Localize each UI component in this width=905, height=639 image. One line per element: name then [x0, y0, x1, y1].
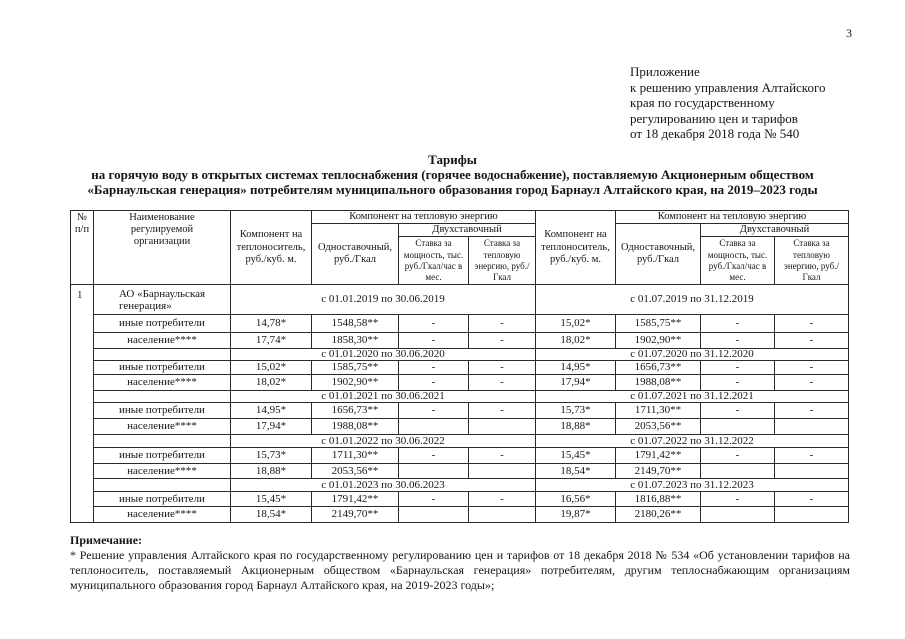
- table-body: [71, 285, 849, 523]
- period-label-h2: с 01.07.2021 по 31.12.2021: [536, 391, 849, 403]
- tariff-row: [71, 492, 849, 507]
- consumer-name: население****: [94, 507, 231, 523]
- carrier-value-h2: 15,45*: [536, 448, 616, 464]
- title-block: [0, 152, 905, 197]
- header-carrier-h1: Компонент на теплоноситель, руб./куб. м.: [231, 211, 312, 285]
- period-label-h1: с 01.01.2020 по 30.06.2020: [231, 349, 536, 361]
- carrier-value-h1: 18,02*: [231, 375, 312, 391]
- period-row: [71, 479, 849, 492]
- tariff-row: [71, 419, 849, 435]
- consumer-name: население****: [94, 464, 231, 479]
- period-label-h1: с 01.01.2022 по 30.06.2022: [231, 435, 536, 448]
- capacity-rate-value-h2: -: [701, 403, 775, 419]
- capacity-rate-value-h2: -: [701, 492, 775, 507]
- capacity-rate-value-h2: -: [701, 361, 775, 375]
- single-rate-value-h1: 1585,75**: [312, 361, 399, 375]
- capacity-rate-value-h1: -: [399, 375, 469, 391]
- period-label-h1: с 01.01.2019 по 30.06.2019: [231, 285, 536, 315]
- capacity-rate-value-h2: -: [701, 375, 775, 391]
- header-energy-h2: Компонент на тепловую энергию: [616, 211, 849, 224]
- energy-rate-value-h2: -: [775, 361, 849, 375]
- organization-cell: [94, 479, 231, 492]
- period-label-h2: с 01.07.2019 по 31.12.2019: [536, 285, 849, 315]
- capacity-rate-value-h1: -: [399, 448, 469, 464]
- carrier-value-h1: 14,95*: [231, 403, 312, 419]
- single-rate-value-h2: 1902,90**: [616, 333, 701, 349]
- tariff-row: [71, 507, 849, 523]
- header-organization-label: Наименование регулируемой организации: [129, 212, 195, 248]
- document-title: Тарифы: [428, 152, 477, 167]
- carrier-value-h1: 17,74*: [231, 333, 312, 349]
- tariff-row: [71, 361, 849, 375]
- consumer-name: иные потребители: [94, 448, 231, 464]
- capacity-rate-value-h1: [399, 507, 469, 523]
- carrier-value-h2: 15,02*: [536, 315, 616, 333]
- single-rate-value-h1: 1711,30**: [312, 448, 399, 464]
- capacity-rate-value-h2: [701, 464, 775, 479]
- single-rate-value-h2: 2149,70**: [616, 464, 701, 479]
- header-single-rate-h1: Одноставочный, руб./Гкал: [312, 224, 399, 285]
- tariff-row: [71, 333, 849, 349]
- consumer-name: иные потребители: [94, 315, 231, 333]
- single-rate-value-h1: 2053,56**: [312, 464, 399, 479]
- carrier-value-h2: 17,94*: [536, 375, 616, 391]
- carrier-value-h1: 15,45*: [231, 492, 312, 507]
- carrier-value-h2: 15,73*: [536, 403, 616, 419]
- energy-rate-value-h1: -: [469, 361, 536, 375]
- single-rate-value-h2: 1585,75**: [616, 315, 701, 333]
- capacity-rate-value-h2: [701, 419, 775, 435]
- period-row: [71, 435, 849, 448]
- single-rate-value-h1: 1858,30**: [312, 333, 399, 349]
- carrier-value-h1: 15,02*: [231, 361, 312, 375]
- capacity-rate-value-h1: -: [399, 403, 469, 419]
- header-energy-h1: Компонент на тепловую энергию: [312, 211, 536, 224]
- capacity-rate-value-h1: [399, 464, 469, 479]
- consumer-name: иные потребители: [94, 361, 231, 375]
- consumer-name: население****: [94, 375, 231, 391]
- single-rate-value-h2: 1711,30**: [616, 403, 701, 419]
- appendix-block: [630, 64, 825, 142]
- header-energy-rate-h2: Ставка за тепловую энергию, руб./Гкал: [775, 237, 849, 285]
- header-capacity-rate-h1: Ставка за мощность, тыс. руб./Гкал/час в мес.: [399, 237, 469, 285]
- tariff-table: [70, 210, 849, 523]
- capacity-rate-value-h2: -: [701, 448, 775, 464]
- energy-rate-value-h2: -: [775, 448, 849, 464]
- period-label-h2: с 01.07.2023 по 31.12.2023: [536, 479, 849, 492]
- period-row: [71, 391, 849, 403]
- single-rate-value-h2: 2053,56**: [616, 419, 701, 435]
- capacity-rate-value-h1: -: [399, 492, 469, 507]
- period-row: [71, 349, 849, 361]
- tariff-row: [71, 464, 849, 479]
- period-label-h1: с 01.01.2021 по 30.06.2021: [231, 391, 536, 403]
- carrier-value-h1: 15,73*: [231, 448, 312, 464]
- carrier-value-h1: 14,78*: [231, 315, 312, 333]
- consumer-name: иные потребители: [94, 492, 231, 507]
- energy-rate-value-h1: -: [469, 315, 536, 333]
- tariff-row: [71, 448, 849, 464]
- energy-rate-value-h1: -: [469, 333, 536, 349]
- document-subtitle-line: на горячую воду в открытых системах теплоснабжения (горячее водоснабжение), поставляемую Акционерным обществом: [91, 167, 814, 182]
- organization-cell: [94, 435, 231, 448]
- carrier-value-h2: 16,56*: [536, 492, 616, 507]
- header-capacity-rate-h2: Ставка за мощность, тыс. руб./Гкал/час в мес.: [701, 237, 775, 285]
- carrier-value-h1: 18,54*: [231, 507, 312, 523]
- organization-cell: [94, 391, 231, 403]
- consumer-name: население****: [94, 419, 231, 435]
- table-header: [71, 211, 849, 285]
- single-rate-value-h2: 2180,26**: [616, 507, 701, 523]
- page-number: 3: [846, 26, 852, 40]
- period-label-h2: с 01.07.2022 по 31.12.2022: [536, 435, 849, 448]
- header-row-number: № п/п: [71, 211, 94, 285]
- single-rate-value-h1: 1988,08**: [312, 419, 399, 435]
- organization-cell: [94, 349, 231, 361]
- capacity-rate-value-h1: -: [399, 315, 469, 333]
- note-heading: Примечание:: [70, 533, 143, 547]
- energy-rate-value-h1: -: [469, 375, 536, 391]
- carrier-value-h2: 14,95*: [536, 361, 616, 375]
- single-rate-value-h1: 1902,90**: [312, 375, 399, 391]
- single-rate-value-h2: 1988,08**: [616, 375, 701, 391]
- capacity-rate-value-h2: [701, 507, 775, 523]
- energy-rate-value-h1: [469, 464, 536, 479]
- energy-rate-value-h2: [775, 507, 849, 523]
- carrier-value-h1: 18,88*: [231, 464, 312, 479]
- energy-rate-value-h2: -: [775, 315, 849, 333]
- header-carrier-h2: Компонент на теплоноситель, руб./куб. м.: [536, 211, 616, 285]
- period-row: [71, 285, 849, 315]
- capacity-rate-value-h1: [399, 419, 469, 435]
- note-line: теплоноситель, поставляемый Акционерным обществом «Барнаульская генерация» потребителям, другим теплоснабжающим организациям: [70, 563, 850, 577]
- note-line: * Решение управления Алтайского края по государственному регулированию цен и тарифов от 18 декабря 2018 № 534 «Об установлении тарифов на: [70, 548, 850, 562]
- header-single-rate-h2: Одноставочный, руб./Гкал: [616, 224, 701, 285]
- carrier-value-h2: 18,54*: [536, 464, 616, 479]
- note-line: муниципального образования город Барнаул Алтайского края, на 2019-2023 годы»;: [70, 578, 495, 592]
- energy-rate-value-h2: [775, 419, 849, 435]
- energy-rate-value-h2: -: [775, 403, 849, 419]
- row-number: 1: [71, 285, 94, 523]
- energy-rate-value-h1: [469, 507, 536, 523]
- energy-rate-value-h1: [469, 419, 536, 435]
- single-rate-value-h1: 1656,73**: [312, 403, 399, 419]
- single-rate-value-h1: 1791,42**: [312, 492, 399, 507]
- tariff-row: [71, 315, 849, 333]
- single-rate-value-h2: 1656,73**: [616, 361, 701, 375]
- energy-rate-value-h1: -: [469, 448, 536, 464]
- tariff-row: [71, 375, 849, 391]
- consumer-name: население****: [94, 333, 231, 349]
- energy-rate-value-h2: [775, 464, 849, 479]
- appendix-line: Приложение: [630, 64, 700, 79]
- header-two-rate-h2: Двухставочный: [701, 224, 849, 237]
- consumer-name: иные потребители: [94, 403, 231, 419]
- header-organization: [94, 211, 231, 285]
- appendix-line: регулированию цен и тарифов: [630, 110, 798, 126]
- energy-rate-value-h2: -: [775, 333, 849, 349]
- capacity-rate-value-h2: -: [701, 333, 775, 349]
- header-two-rate-h1: Двухставочный: [399, 224, 536, 237]
- carrier-value-h2: 18,88*: [536, 419, 616, 435]
- single-rate-value-h1: 1548,58**: [312, 315, 399, 333]
- capacity-rate-value-h2: -: [701, 315, 775, 333]
- appendix-line: края по государственному: [630, 95, 775, 110]
- energy-rate-value-h1: -: [469, 403, 536, 419]
- energy-rate-value-h2: -: [775, 375, 849, 391]
- energy-rate-value-h1: -: [469, 492, 536, 507]
- appendix-line: от 18 декабря 2018 года № 540: [630, 126, 800, 141]
- capacity-rate-value-h1: -: [399, 361, 469, 375]
- header-energy-rate-h1: Ставка за тепловую энергию, руб./Гкал: [469, 237, 536, 285]
- carrier-value-h2: 19,87*: [536, 507, 616, 523]
- document-subtitle-line: «Барнаульская генерация» потребителям муниципального образования город Барнаул Алтайского края, на 2019–2023 годы: [87, 182, 818, 197]
- period-label-h2: с 01.07.2020 по 31.12.2020: [536, 349, 849, 361]
- carrier-value-h1: 17,94*: [231, 419, 312, 435]
- single-rate-value-h2: 1816,88**: [616, 492, 701, 507]
- capacity-rate-value-h1: -: [399, 333, 469, 349]
- note-block: [70, 533, 850, 593]
- carrier-value-h2: 18,02*: [536, 333, 616, 349]
- organization-name: АО «Барнаульская генерация»: [94, 285, 231, 315]
- single-rate-value-h2: 1791,42**: [616, 448, 701, 464]
- single-rate-value-h1: 2149,70**: [312, 507, 399, 523]
- tariff-row: [71, 403, 849, 419]
- period-label-h1: с 01.01.2023 по 30.06.2023: [231, 479, 536, 492]
- energy-rate-value-h2: -: [775, 492, 849, 507]
- appendix-line: к решению управления Алтайского: [630, 79, 826, 95]
